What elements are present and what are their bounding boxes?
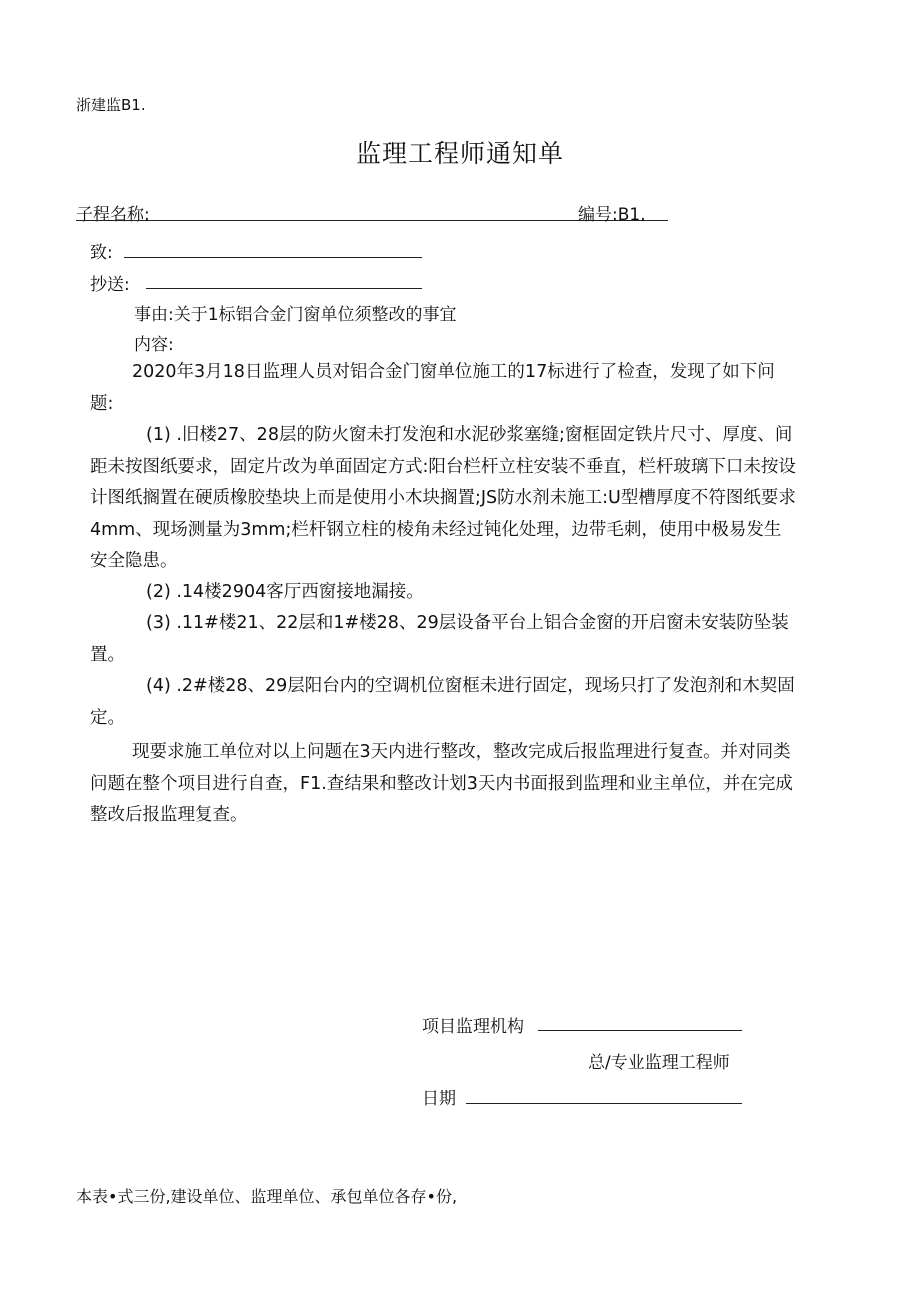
recipient-line[interactable] [124,257,422,258]
cc-line[interactable] [146,288,422,289]
content-label: 内容: [134,335,174,355]
supervision-org-label: 项目监理机构 [422,1017,524,1037]
date-line[interactable] [466,1103,742,1104]
issue-item-2: (2) .14楼2904客厅西窗接地漏接。 [146,582,424,602]
page-title: 监理工程师通知单 [355,139,564,168]
form-code: 浙建监B1. [76,96,146,114]
supervision-org-line[interactable] [538,1030,742,1031]
issue-item-3: (3) .11#楼21、22层和1#楼28、29层设备平台上铝合金窗的开启窗未安装防坠装置。 [90,613,789,665]
cc-label: 抄送: [90,275,130,295]
engineer-label: 总/专业监理工程师 [588,1053,730,1073]
closing-paragraph: 现要求施工单位对以上问题在3天内进行整改，整改完成后报监理进行复查。并对同类问题在整个项目进行自查，F1.查结果和整改计划3天内书面报到监理和业主单位，并在完成整改后报监理复查。 [90,742,793,826]
issue-item-1: (1) .旧楼27、28层的防火窗未打发泡和水泥砂浆塞缝;窗框固定铁片尺寸、厚度、间距未按图纸要求，固定片改为单面固定方式:阳台栏杆立柱安装不垂直，栏杆玻璃下口未按设计图纸搁置在硬质橡胶垫块上而是使用小木块搁置;JS防水剂未施工:U型槽厚度不符图纸要求4mm、现场测量为3mm;栏杆钢立柱的棱角未经过钝化处理，边带毛刺，使用中极易发生安全隐患。 [90,425,796,572]
intro-paragraph: 2020年3月18日监理人员对铝合金门窗单位施工的17标进行了检查，发现了如下问题: [90,362,775,414]
recipient-label: 致: [90,243,113,263]
document-number-label: 编号:B1. [578,205,646,225]
project-name-label: 子程名称: [76,205,150,225]
subject-line: 事由:关于1标铝合金门窗单位须整改的事宜 [134,305,457,325]
footer-note: 本表•式三份,建设单位、监理单位、承包单位各存•份, [76,1187,458,1206]
issue-item-4: (4) .2#楼28、29层阳台内的空调机位窗框未进行固定，现场只打了发泡剂和木契固定。 [90,676,795,728]
date-label: 日期 [422,1089,456,1109]
